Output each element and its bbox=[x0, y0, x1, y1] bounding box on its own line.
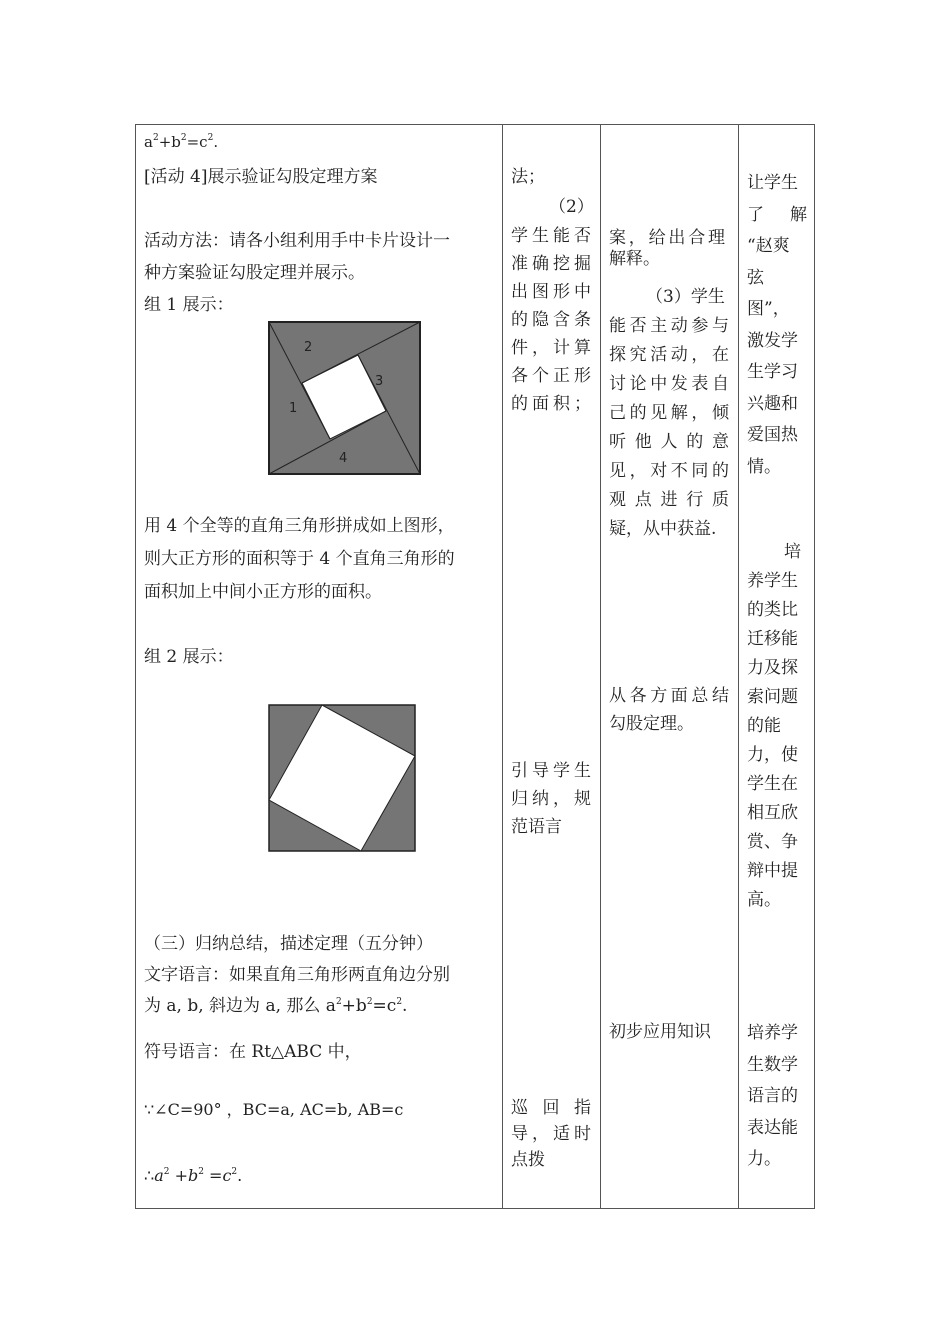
activity4-title: [活动 4]展示验证勾股定理方案 bbox=[144, 167, 378, 187]
col2-patrol: 巡 回 指 导，适时 点拨 bbox=[511, 1098, 591, 1170]
col3-summary: 从各方面总结 勾股定理。 bbox=[609, 686, 729, 734]
text-language-line-1: 文字语言：如果直角三角形两直角边分别 bbox=[144, 965, 450, 985]
col4-block3: 培养学 生数学 语言的 表达能 力。 bbox=[747, 1023, 798, 1169]
col3-item3: （3）学生 能否主动参与 探究活动，在 讨论中发表自 己的见解，倾 听 他 人 的 意 见，对不同的 观 点 进 行 质 疑，从中获益. bbox=[609, 287, 729, 539]
group2-title: 组 2 展示： bbox=[144, 647, 234, 667]
group1-title: 组 1 展示： bbox=[144, 295, 234, 315]
col2-item2: 学生能否 准确挖掘 出图形中 的隐含条 件，计算 各个正形 的面积； bbox=[511, 226, 591, 414]
triangle-label-2: 2 bbox=[304, 340, 313, 355]
col4-block1: 让学生 了 解 “赵爽 弦 图”， 激发学 生学习 兴趣和 爱国热 情。 bbox=[747, 173, 807, 477]
method-line-1: 活动方法：请各小组利用手中卡片设计一 bbox=[144, 231, 450, 251]
col3-apply: 初步应用知识 bbox=[609, 1022, 711, 1042]
triangle-label-3: 3 bbox=[375, 374, 384, 389]
col2-fa: 法； bbox=[511, 167, 545, 187]
symbol-language: 符号语言：在 Rt△ABC 中， bbox=[144, 1042, 362, 1062]
column-divider bbox=[738, 125, 739, 1208]
col2-item2-number: （2） bbox=[549, 197, 594, 217]
method-line-2: 种方案验证勾股定理并展示。 bbox=[144, 263, 365, 283]
explain-line-2: 则大正方形的面积等于 4 个直角三角形的 bbox=[144, 549, 455, 569]
col4-block2: 培 养学生 的类比 迁移能 力及探 索问题 的能 力，使 学生在 相互欣 赏、争 辩中提 高。 bbox=[747, 542, 801, 910]
column-divider bbox=[600, 125, 601, 1208]
explain-line-1: 用 4 个全等的直角三角形拼成如上图形， bbox=[144, 516, 455, 536]
triangle-label-4: 4 bbox=[339, 451, 348, 466]
text-language-line-2: 为 a, b, 斜边为 a, 那么 $a^2+b^2=c^2$. bbox=[144, 996, 408, 1016]
column-divider bbox=[502, 125, 503, 1208]
therefore-line: $\therefore a^2 +b^2 =c^2$. bbox=[144, 1166, 243, 1185]
col2-guide: 引导学生 归纳，规 范语言 bbox=[511, 761, 591, 837]
formula-line: $a^2+b^2=c^2$. bbox=[144, 133, 219, 151]
triangle-label-1: 1 bbox=[289, 401, 298, 416]
col3-top: 案，给出合理 解释。 bbox=[609, 228, 725, 269]
because-line: ∵∠C=90° ，BC=a, AC=b, AB=c bbox=[144, 1100, 404, 1119]
zhao-shuang-diagram bbox=[268, 321, 421, 475]
tilted-square-diagram bbox=[268, 704, 416, 852]
summary-title: （三）归纳总结，描述定理（五分钟） bbox=[144, 934, 433, 954]
explain-line-3: 面积加上中间小正方形的面积。 bbox=[144, 582, 382, 602]
